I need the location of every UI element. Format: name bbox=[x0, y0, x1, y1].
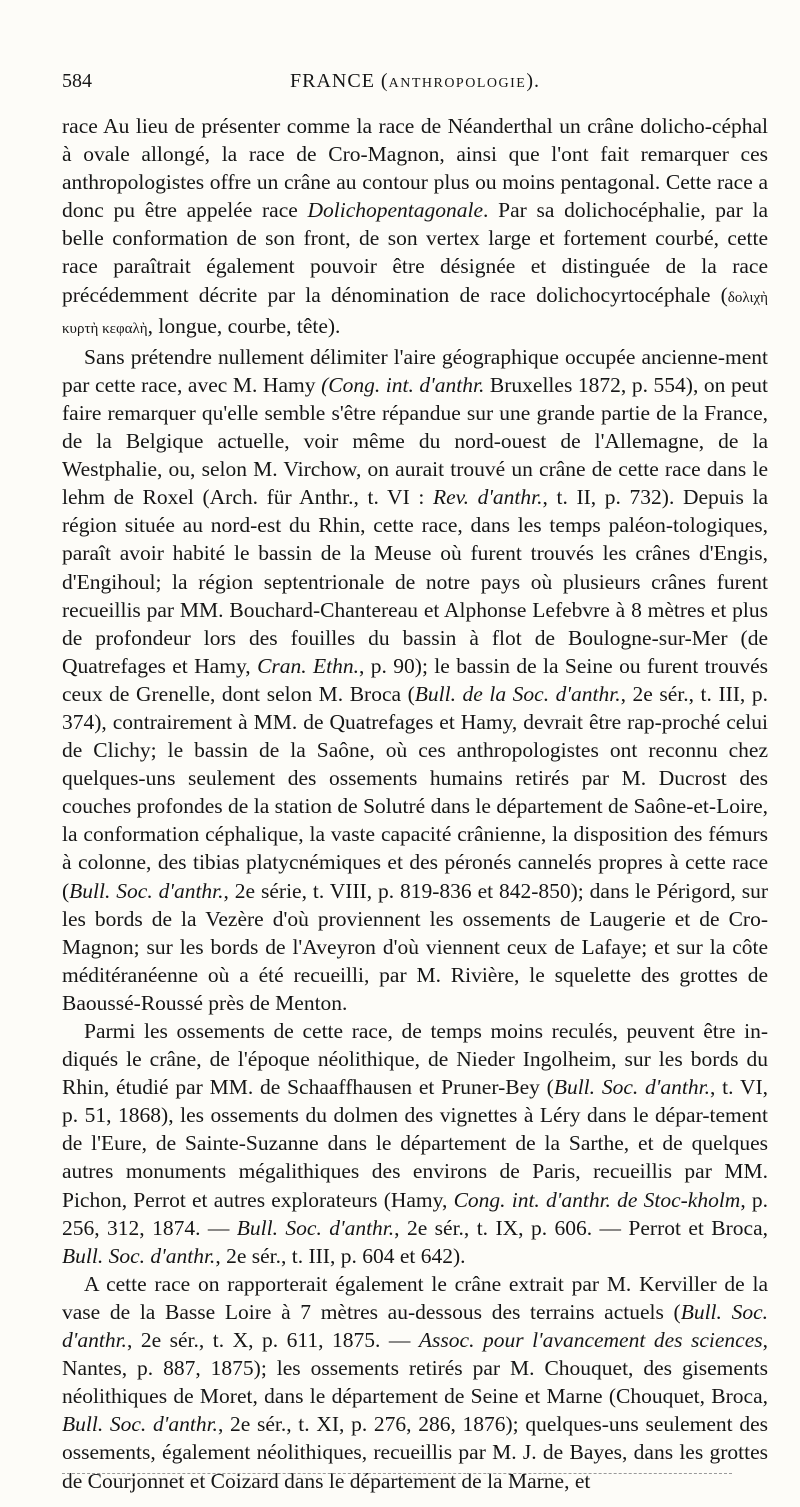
text-run: , 2e sér., t. XI, p. 276, 286, 1876); quelques-uns seulement des ossements, également néolithiques, recueillis par M. J. de Bayes, dans les grottes de Courjonnet et Coizard dans le département de la Marne, et bbox=[62, 1412, 768, 1493]
citation-italic: Bull. Soc. d'anthr. bbox=[236, 1215, 395, 1240]
text-run: , t. II, p. 732). Depuis la région située au nord-est du Rhin, cette race, dans les temps paléon-tologiques, paraît avoir habité le bassin de la Meuse où furent trouvés les crânes d'Engis, d'Engihoul; la région septentrionale de notre pays où plusieurs crânes furent recueillis par MM. Bouchard-Chantereau et Alphonse Lefebvre à 8 mètres et plus de profondeur lors des fouilles du bassin à flot de Boulogne-sur-Mer (de Quatrefages et Hamy, bbox=[62, 485, 768, 678]
paragraph bbox=[62, 112, 768, 343]
body-text bbox=[62, 112, 768, 1495]
text-run: race Au lieu de présenter comme la race de Néanderthal un crâne dolicho-céphal à ovale allongé, la race de Cro-Magnon, ainsi que l'ont fait remarquer ces anthropologistes offre un crâne au contour plus ou moins pentagonal. Cette race a donc pu être appelée race bbox=[62, 114, 768, 223]
text-run: , Nantes, p. 887, 1875); les ossements retirés par M. Chouquet, des gisements néolithiques de Moret, dans le département de Seine et Marne (Chouquet, Broca, bbox=[62, 1328, 768, 1409]
running-title-subject: ANTHROPOLOGIE bbox=[388, 76, 527, 91]
citation-italic: Bull. Soc. d'anthr. bbox=[69, 878, 224, 903]
citation-italic: Bull. de la Soc. d'anthr. bbox=[414, 681, 621, 706]
citation-italic: Bull. Soc. d'anthr. bbox=[553, 1075, 710, 1100]
page-number: 584 bbox=[62, 70, 92, 92]
text-run: , p. 90); le bassin de la Seine ou furent trouvés ceux de Grenelle, dont selon M. Broca ( bbox=[62, 653, 768, 706]
text-run: , 2e sér., t. X, p. 611, 1875. — bbox=[126, 1328, 419, 1353]
text-run: Bruxelles 1872, p. 554), on peut faire remarquer qu'elle semble s'être répandue sur une grande partie de la France, de la Belgique actuelle, voir même du nord-ouest de l'Allemagne, de la Westphalie, ou, selon M. Virchow, on aurait trouvé un crâne de cette race dans le lehm de Roxel (Arch. für Anthr., t. VI : bbox=[62, 372, 768, 510]
text-run: , 2e série, t. VIII, p. 819-836 et 842-850); dans le Périgord, sur les bords de la Vezère d'où proviennent les ossements de Laugerie et de Cro-Magnon; sur les bords de l'Aveyron d'où viennent ceux de Lafaye; et sur la côte méditéranéenne où a été recueilli, par M. Rivière, le squelette des grottes de Baoussé-Roussé près de Menton. bbox=[62, 878, 768, 1015]
running-title-end: ). bbox=[526, 70, 540, 92]
citation-italic: (Cong. int. d'anthr. bbox=[321, 372, 485, 397]
text-run: . Par sa dolichocéphalie, par la belle conformation de son front, de son vertex large et fortement courbé, cette race paraîtrait également pouvoir être désignée et distinguée de la race précédemment décrite par la dénomination de race dolichocyrtocéphale ( bbox=[62, 198, 768, 307]
citation-italic: Assoc. pour l'avancement des sciences bbox=[418, 1328, 763, 1353]
text-run: , p. 256, 312, 1874. — bbox=[62, 1187, 769, 1240]
citation-italic: Rev. d'anthr. bbox=[432, 485, 543, 510]
text-run: , 2e sér., t. IX, p. 606. — Perrot et Broca, bbox=[394, 1215, 769, 1240]
citation-italic: Cran. Ethn. bbox=[257, 653, 360, 678]
text-run: , t. VI, p. 51, 1868), les ossements du dolmen des vignettes à Léry dans le dépar-tement de l'Eure, de Sainte-Suzanne dans le département de la Sarthe, et de quelques autres monuments mégalithiques des environs de Paris, recueillis par MM. Pichon, Perrot et autres explorateurs (Hamy, bbox=[62, 1075, 769, 1212]
citation-italic: Bull. Soc. d'anthr. bbox=[62, 1412, 218, 1437]
text-run: Sans prétendre nullement délimiter l'aire géographique occupée ancienne-ment par cette race, avec M. Hamy bbox=[62, 344, 768, 397]
greek-text: δολιχὴ κυρτὴ κεφαλὴ bbox=[62, 289, 768, 337]
running-header bbox=[62, 70, 768, 100]
bottom-rule bbox=[62, 1473, 732, 1474]
citation-italic: Bull. Soc. d'anthr. bbox=[62, 1243, 216, 1268]
text-run: Parmi les ossements de cette race, de temps moins reculés, peuvent être in-diqués le crâne, de l'époque néolithique, de Nieder Ingolheim, sur les bords du Rhin, étudié par MM. de Schaaffhausen et Pruner-Bey ( bbox=[62, 1019, 768, 1100]
text-run: , 2e sér., t. III, p. 374), contrairement à MM. de Quatrefages et Hamy, devrait être rap-proché celui de Clichy; le bassin de la Saône, où ces anthropologistes ont reconnu chez quelques-uns seulement des ossements humains retirés par M. Ducrost des couches profondes de la station de Solutré dans le département de Saône-et-Loire, la conformation céphalique, la vaste capacité crânienne, la disposition des fémurs à colonne, des tibias platycnémiques et des péronés cannelés propres à cette race ( bbox=[62, 681, 768, 903]
paragraph bbox=[62, 1270, 768, 1495]
citation-italic: Dolichopentagonale bbox=[307, 198, 484, 223]
paragraph bbox=[62, 1017, 768, 1270]
running-title bbox=[62, 70, 768, 93]
text-run: A cette race on rapporterait également le crâne extrait par M. Kerviller de la vase de la Basse Loire à 7 mètres au-dessous des terrains actuels ( bbox=[62, 1271, 768, 1324]
citation-italic: Cong. int. d'anthr. de Stoc-kholm bbox=[453, 1187, 741, 1212]
running-title-main: FRANCE ( bbox=[290, 70, 389, 92]
citation-italic: Bull. Soc. d'anthr. bbox=[62, 1299, 768, 1353]
paragraph bbox=[62, 343, 768, 1017]
text-run: , longue, courbe, tête). bbox=[147, 313, 341, 338]
text-run: , 2e sér., t. III, p. 604 et 642). bbox=[215, 1243, 466, 1268]
